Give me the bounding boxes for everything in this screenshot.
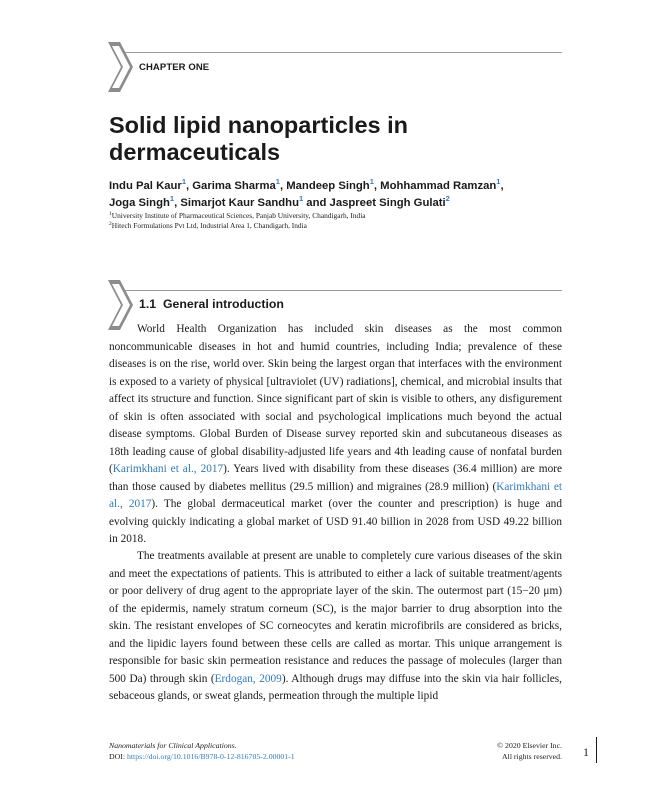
affiliation-marker[interactable]: 1 bbox=[369, 177, 374, 186]
citation-link[interactable]: Karimkhani et al., 2017 bbox=[112, 463, 224, 475]
affiliation-number: 1 bbox=[109, 211, 112, 217]
affiliation-marker[interactable]: 1 bbox=[169, 194, 175, 203]
affiliation-text: University Institute of Pharmaceutical Sciences, Panjab University, Chandigarh, India bbox=[111, 211, 366, 220]
affiliation-number: 2 bbox=[109, 221, 112, 227]
title-line-1: Solid lipid nanoparticles in bbox=[109, 112, 409, 138]
affiliation-text: Hitech Formulations Pvt Ltd, Industrial Area 1, Chandigarh, India bbox=[111, 221, 307, 230]
affiliation-marker[interactable]: 1 bbox=[496, 177, 501, 186]
body-paragraph-2 bbox=[109, 548, 562, 706]
chapter-rule bbox=[125, 52, 562, 53]
paragraph-text: ). Years lived with disability from these diseases (36.4 million) are more than those caused by diabetes mellitus (29.5 million) and migraines (28.9 million) ( bbox=[109, 463, 562, 493]
affiliation-marker[interactable]: 1 bbox=[275, 177, 280, 186]
doi-line bbox=[109, 751, 295, 762]
section-heading bbox=[139, 297, 284, 311]
paragraph-text: World Health Organization has included skin diseases as the most common noncommunicable diseases in hot and humid countries, including India; prevalence of these diseases is on the rise, world over. Skin being the largest organ that interfaces with the environment is exposed to a variety of physical [ultraviolet (UV) radiations], chemical, and microbial insults that affect its structure and function. Since significant part of skin is visible to others, any disfigurement of skin is often associated with social and psychological implications much beyond the actual disease symptoms. Global Burden of Disease survey reported skin and subcutaneous diseases as 18th leading cause of global disability-adjusted life years and 4th leading cause of nonfatal burden ( bbox=[109, 323, 562, 475]
page-number-rule bbox=[596, 737, 597, 763]
body-paragraph-1 bbox=[109, 321, 562, 549]
author-name: Garima Sharma bbox=[192, 180, 276, 192]
section-title: General introduction bbox=[162, 297, 284, 311]
affiliation-marker[interactable]: 1 bbox=[181, 177, 186, 186]
page-number: 1 bbox=[583, 745, 589, 759]
title-line-2: dermaceuticals bbox=[109, 139, 281, 165]
copyright-text: © 2020 Elsevier Inc. bbox=[497, 741, 562, 750]
chapter-title bbox=[109, 112, 529, 166]
chapter-chevron-icon bbox=[108, 42, 134, 92]
affiliation-marker[interactable]: 2 bbox=[445, 194, 450, 203]
footer-copyright bbox=[440, 740, 562, 762]
citation-link[interactable]: Karimkhani et al., 2017 bbox=[109, 480, 562, 510]
paragraph-text: The treatments available at present are unable to completely cure various diseases of the skin and meet the expectations of patients. This is attributed to either a lack of suitable treatment/agents or poor delivery of drug agent to the appropriate layer of the skin. The outermost part (15−20 μm) of the epidermis, namely stratum corneum (SC), is the major barrier to drug absorption into the skin. The resistant envelopes of SC corneocytes and keratin microfibrils are considered as bricks, and the lipidic layers found between these cells are called as mortar. This unique arrangement is responsible for basic skin permeation resistance and reduces the passage of molecules (larger than 500 Da) through skin ( bbox=[109, 550, 562, 685]
author-name: Mandeep Singh bbox=[286, 180, 370, 192]
book-title: Nanomaterials for Clinical Applications. bbox=[109, 741, 237, 750]
affiliation-1 bbox=[109, 211, 366, 221]
author-name: Mohhammad Ramzan bbox=[380, 180, 497, 192]
footer-source bbox=[109, 740, 295, 762]
author-name: Joga Singh bbox=[109, 197, 170, 209]
author-name: Simarjot Kaur Sandhu bbox=[180, 197, 299, 209]
affiliation-2 bbox=[109, 221, 307, 231]
section-rule bbox=[125, 290, 562, 291]
rights-text: All rights reserved. bbox=[502, 752, 562, 761]
affiliation-marker[interactable]: 1 bbox=[298, 194, 304, 203]
author-name: Jaspreet Singh Gulati bbox=[329, 197, 446, 209]
doi-label: DOI: bbox=[109, 752, 126, 761]
author-list: Indu Pal Kaur$^1$, Garima Sharma$^1$, Mandeep Singh$^1$, Mohhammad Ramzan$^1$, Joga Singh$^1$, Simarjot Kaur Sandhu$^1$ and Jaspreet Singh Gulati$^2$ bbox=[109, 177, 504, 209]
author-name: Indu Pal Kaur bbox=[109, 180, 182, 192]
citation-link[interactable]: Erdogan, 2009 bbox=[214, 672, 282, 685]
paragraph-text: ). Although drugs may diffuse into the skin via hair follicles, sebaceous glands, or sweat glands, permeation through the multiple lipid bbox=[109, 672, 563, 702]
doi-link[interactable]: https://doi.org/10.1016/B978-0-12-816705-2.00001-1 bbox=[126, 752, 295, 761]
paragraph-text: ). The global dermaceutical market (over the counter and prescription) is huge and evolving quickly indicating a global market of USD 91.40 billion in 2028 from USD 49.22 billion in 2018. bbox=[109, 498, 562, 545]
chapter-label: CHAPTER ONE bbox=[139, 62, 210, 73]
author-conjunction: and bbox=[306, 197, 327, 209]
section-number: 1.1 bbox=[139, 297, 157, 311]
